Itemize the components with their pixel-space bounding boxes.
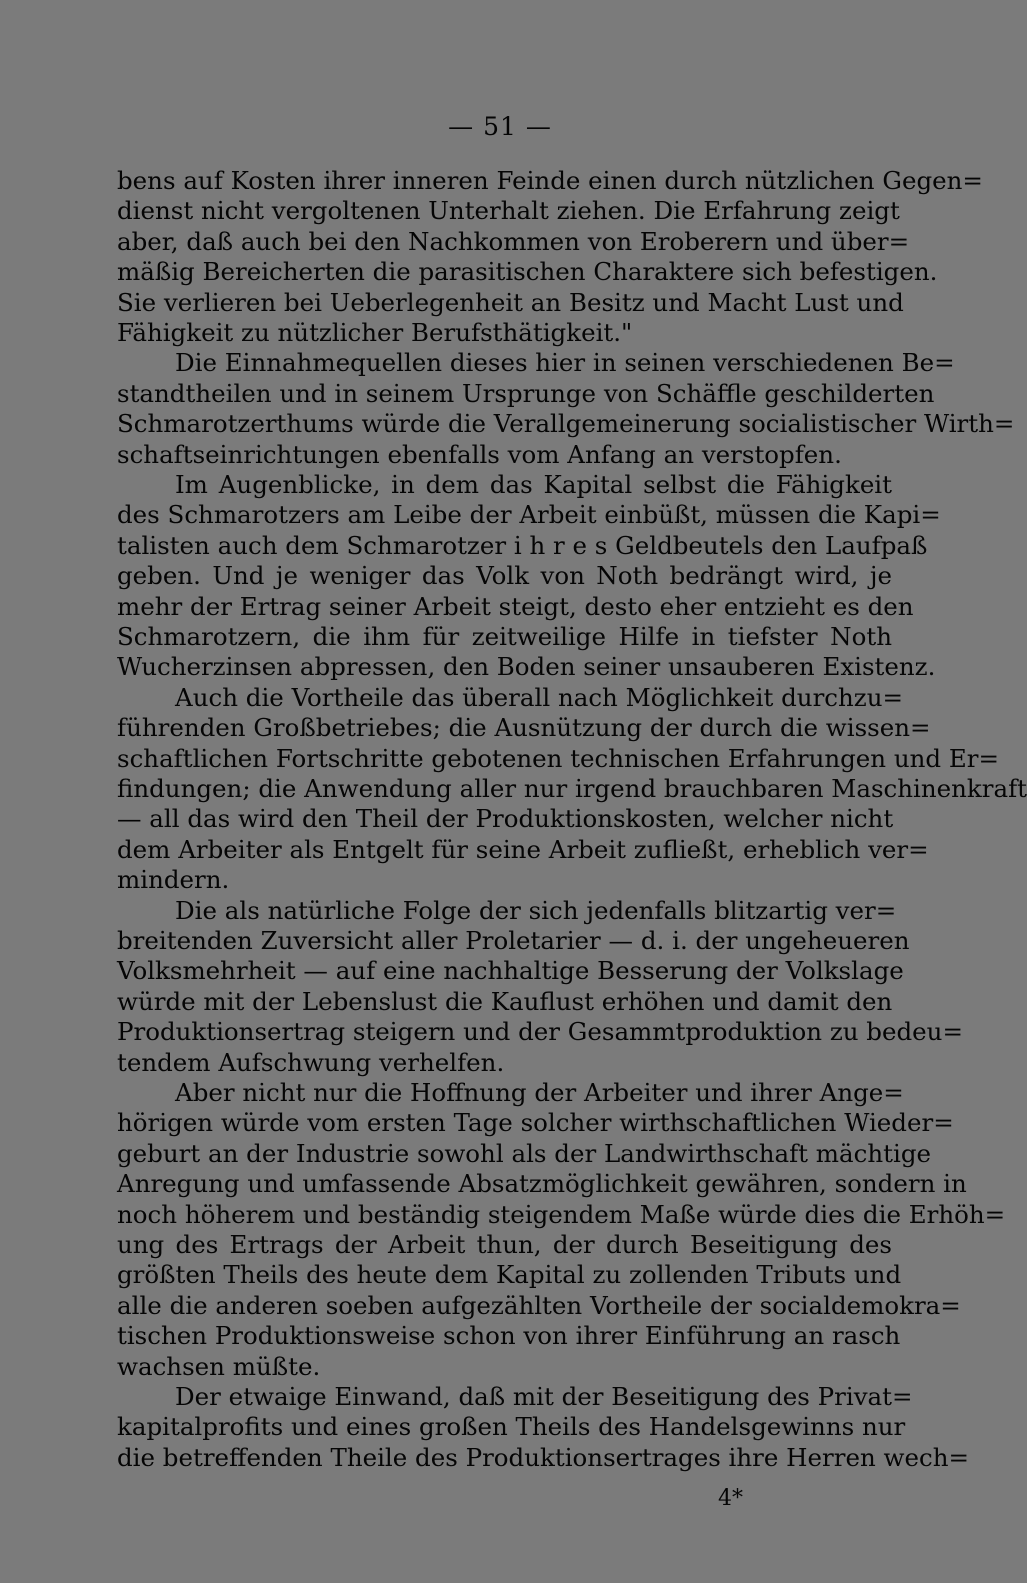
text-line: dienst nicht vergoltenen Unterhalt ziehen. Die Erfahrung zeigt — [117, 196, 900, 226]
text-line: Volksmehrheit — auf eine nachhaltige Besserung der Volkslage — [117, 956, 904, 986]
text-line: Schmarotzern, die ihm für zeitweilige Hilfe in tiefster Noth — [117, 622, 892, 651]
text-line: kapitalprofits und eines großen Theils des Handelsgewinns nur — [117, 1412, 906, 1442]
text-line: Aber nicht nur die Hoffnung der Arbeiter und ihrer Ange= — [175, 1078, 904, 1107]
text-line: führenden Großbetriebes; die Ausnützung der durch die wissen= — [117, 713, 931, 743]
text-line: mehr der Ertrag seiner Arbeit steigt, desto eher entzieht es den — [117, 591, 914, 621]
text-line: hörigen würde vom ersten Tage solcher wirthschaftlichen Wieder= — [117, 1108, 954, 1138]
text-line: Sie verlieren bei Ueberlegenheit an Besitz und Macht Lust und — [117, 287, 904, 317]
text-line: Die Einnahmequellen dieses hier in seinen verschiedenen Be= — [175, 348, 955, 378]
text-line: noch höherem und beständig steigendem Maße würde dies die Erhöh= — [117, 1199, 1006, 1229]
text-line: mindern. — [117, 865, 230, 895]
text-line: mäßig Bereicherten die parasitischen Charaktere sich befestigen. — [117, 257, 938, 287]
text-line: Der etwaige Einwand, daß mit der Beseitigung des Privat= — [175, 1382, 913, 1411]
text-line: geburt an der Industrie sowohl als der Landwirthschaft mächtige — [117, 1138, 932, 1168]
signature-mark: 4* — [718, 1486, 743, 1511]
text-line: die betreffenden Theile des Produktionsertrages ihre Herren wech= — [117, 1442, 970, 1472]
text-line: schaftseinrichtungen ebenfalls vom Anfang an verstopfen. — [117, 439, 842, 469]
text-line: alle die anderen soeben aufgezählten Vortheile der socialdemokra= — [117, 1290, 961, 1320]
text-line: ung des Ertrags der Arbeit thun, der durch Beseitigung des — [117, 1230, 892, 1259]
text-line: schaftlichen Fortschritte gebotenen technischen Erfahrungen und Er= — [117, 743, 1000, 773]
text-line: tendem Aufschwung verhelfen. — [117, 1047, 505, 1077]
text-line: größten Theils des heute dem Kapital zu zollenden Tributs und — [117, 1260, 902, 1290]
text-line: geben. Und je weniger das Volk von Noth bedrängt wird, je — [117, 561, 892, 591]
text-line: standtheilen und in seinem Ursprunge von Schäffle geschilderten — [117, 378, 935, 408]
text-line: Wucherzinsen abpressen, den Boden seiner unsauberen Existenz. — [117, 652, 936, 682]
text-line: Auch die Vortheile das überall nach Möglichkeit durchzu= — [175, 682, 904, 712]
text-line: Anregung und umfassende Absatzmöglichkeit gewähren, sondern in — [117, 1169, 967, 1199]
text-line: Die als natürliche Folge der sich jedenfalls blitzartig ver= — [175, 895, 897, 925]
text-line: aber, daß auch bei den Nachkommen von Eroberern und über= — [117, 226, 910, 256]
page-number-header: — 51 — — [448, 112, 552, 141]
text-line: talisten auch dem Schmarotzer i h r e s Geldbeutels den Laufpaß — [117, 530, 928, 560]
text-line: dem Arbeiter als Entgelt für seine Arbeit zufließt, erheblich ver= — [117, 834, 929, 864]
text-line: Im Augenblicke, in dem das Kapital selbst die Fähigkeit — [175, 470, 892, 499]
text-line: Fähigkeit zu nützlicher Berufsthätigkeit." — [117, 318, 633, 347]
text-line: wachsen müßte. — [117, 1351, 321, 1381]
text-line: — all das wird den Theil der Produktionskosten, welcher nicht — [117, 804, 894, 834]
text-line: Schmarotzerthums würde die Verallgemeinerung socialistischer Wirth= — [117, 409, 1015, 439]
text-line: würde mit der Lebenslust die Kauflust erhöhen und damit den — [117, 986, 893, 1016]
text-line: breitenden Zuversicht aller Proletarier — d. i. der ungeheueren — [117, 926, 910, 955]
text-line: Produktionsertrag steigern und der Gesammtproduktion zu bedeu= — [117, 1017, 963, 1047]
text-line: tischen Produktionsweise schon von ihrer Einführung an rasch — [117, 1321, 901, 1351]
text-line: des Schmarotzers am Leibe der Arbeit einbüßt, müssen die Kapi= — [117, 500, 941, 530]
text-line: findungen; die Anwendung aller nur irgend brauchbaren Maschinenkraft — [117, 774, 1027, 803]
text-line: bens auf Kosten ihrer inneren Feinde einen durch nützlichen Gegen= — [117, 166, 983, 195]
